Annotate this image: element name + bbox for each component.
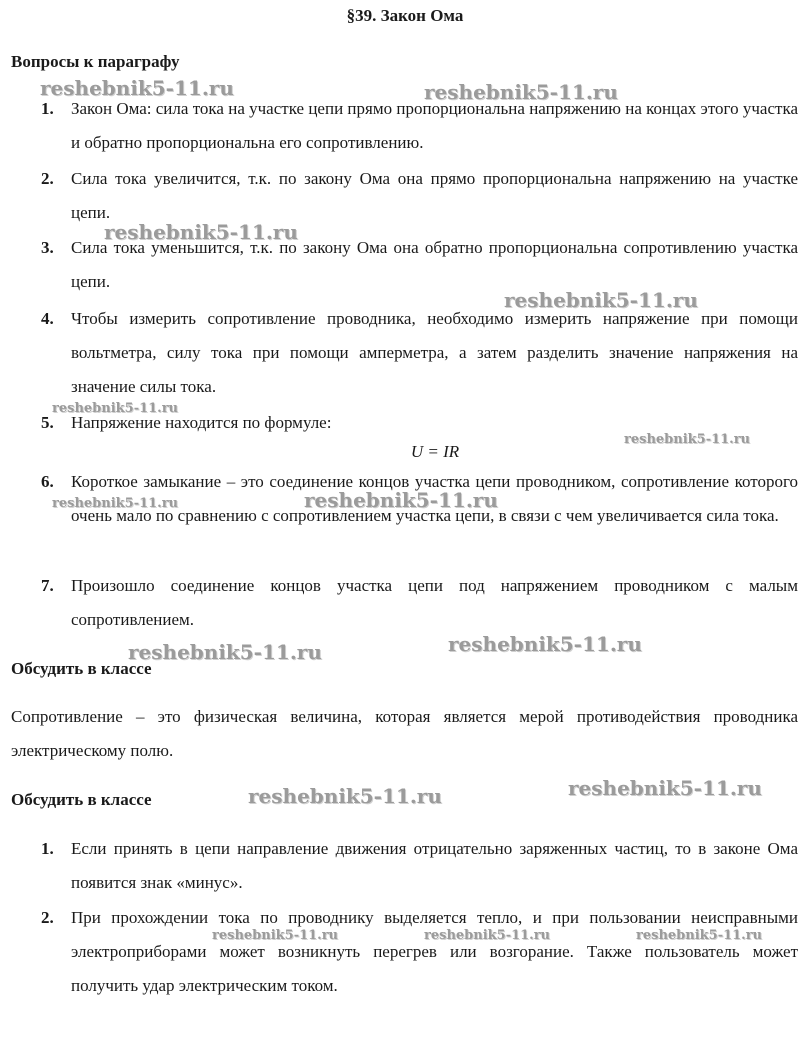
item-text: Короткое замыкание – это соединение концов участка цепи проводником, сопротивление которого очень мало по сравнению с сопротивлением участка цепи, в связи с чем увеличивается сила тока. bbox=[71, 472, 798, 525]
watermark: reshebnik5-11.ru bbox=[568, 776, 762, 800]
watermark: reshebnik5-11.ru bbox=[624, 432, 751, 447]
watermark: reshebnik5-11.ru bbox=[52, 401, 179, 416]
item-number: 5. bbox=[41, 413, 54, 432]
watermark: reshebnik5-11.ru bbox=[104, 220, 298, 244]
watermark: reshebnik5-11.ru bbox=[212, 928, 339, 943]
watermark: reshebnik5-11.ru bbox=[636, 928, 763, 943]
list-item bbox=[41, 92, 798, 160]
discussion-paragraph: Сопротивление – это физическая величина, которая является мерой противодействия проводника электрическому полю. bbox=[11, 707, 798, 760]
list-item bbox=[41, 302, 798, 404]
watermark: reshebnik5-11.ru bbox=[40, 76, 234, 100]
item-number: 3. bbox=[41, 238, 54, 257]
item-text: Сила тока увеличится, т.к. по закону Ома она прямо пропорциональна напряжению на участке цепи. bbox=[71, 169, 798, 222]
item-number: 6. bbox=[41, 472, 54, 491]
watermark: reshebnik5-11.ru bbox=[248, 784, 442, 808]
section-heading-questions: Вопросы к параграфу bbox=[11, 52, 180, 71]
list-item bbox=[41, 569, 798, 637]
ohm-formula: U = IR bbox=[410, 442, 460, 461]
watermark: reshebnik5-11.ru bbox=[52, 496, 179, 511]
item-text: Если принять в цепи направление движения отрицательно заряженных частиц, то в законе Ома появится знак «минус». bbox=[71, 839, 798, 892]
watermark: reshebnik5-11.ru bbox=[424, 80, 618, 104]
watermark: reshebnik5-11.ru bbox=[128, 640, 322, 664]
watermark: reshebnik5-11.ru bbox=[304, 488, 498, 512]
watermark: reshebnik5-11.ru bbox=[424, 928, 551, 943]
item-number: 4. bbox=[41, 309, 54, 328]
item-number: 1. bbox=[41, 99, 54, 118]
item-text: Произошло соединение концов участка цепи под напряжением проводником с малым сопротивлением. bbox=[71, 576, 798, 629]
section-heading-discuss: Обсудить в классе bbox=[11, 659, 152, 678]
item-number: 2. bbox=[41, 908, 54, 927]
item-number: 1. bbox=[41, 839, 54, 858]
page-title: §39. Закон Ома bbox=[346, 6, 464, 25]
item-text: Чтобы измерить сопротивление проводника, необходимо измерить напряжение при помощи вольтметра, силу тока при помощи амперметра, а затем разделить значение напряжения на значение силы тока. bbox=[71, 309, 798, 396]
watermark: reshebnik5-11.ru bbox=[448, 632, 642, 656]
list-item bbox=[41, 832, 798, 900]
item-text: При прохождении тока по проводнику выделяется тепло, и при пользовании неисправными электроприборами может возникнуть перегрев или возгорание. Также пользователь может получить удар электрическим током. bbox=[71, 908, 798, 995]
item-text: Сила тока уменьшится, т.к. по закону Ома она обратно пропорциональна сопротивлению участка цепи. bbox=[71, 238, 798, 291]
item-text: Напряжение находится по формуле: bbox=[71, 413, 332, 432]
list-item bbox=[41, 901, 798, 1003]
watermark: reshebnik5-11.ru bbox=[504, 288, 698, 312]
item-number: 7. bbox=[41, 576, 54, 595]
section-heading-discuss-2: Обсудить в классе bbox=[11, 790, 152, 809]
item-number: 2. bbox=[41, 169, 54, 188]
item-text: Закон Ома: сила тока на участке цепи прямо пропорциональна напряжению на концах этого участка и обратно пропорциональна его сопротивлению. bbox=[71, 99, 798, 152]
